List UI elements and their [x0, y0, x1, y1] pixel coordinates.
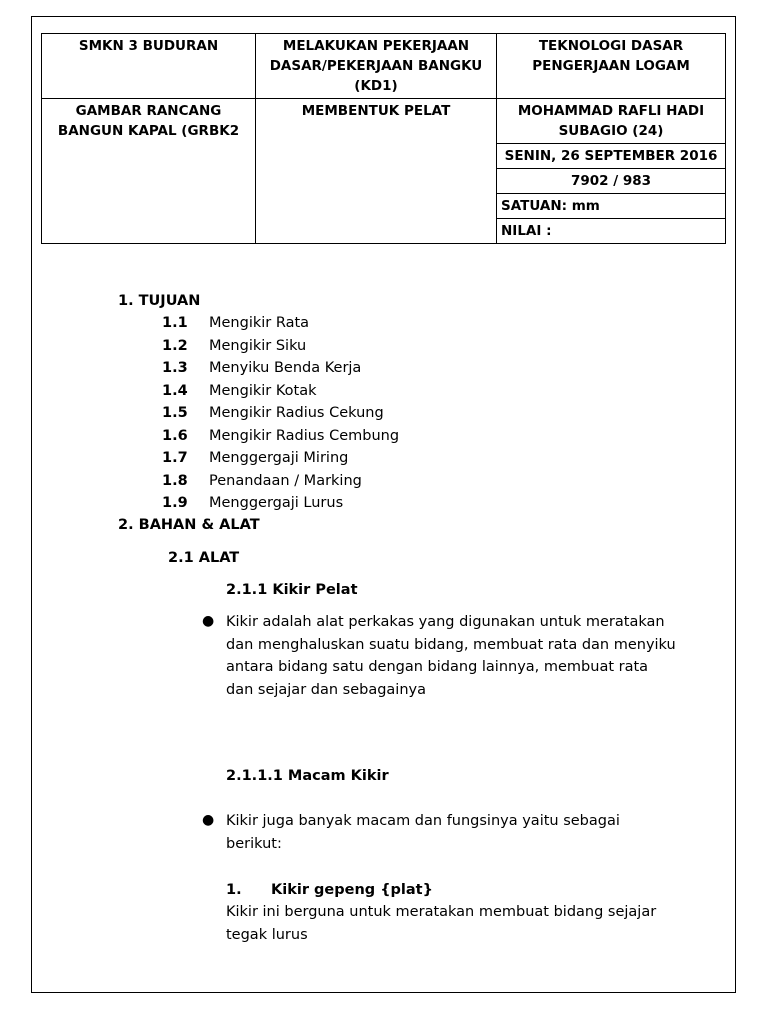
- subject-cell: TEKNOLOGI DASAR PENGERJAAN LOGAM: [497, 34, 726, 99]
- tujuan-item: [162, 312, 309, 335]
- tujuan-item-text: Penandaan / Marking: [209, 472, 362, 489]
- date-cell: SENIN, 26 SEPTEMBER 2016: [497, 144, 726, 169]
- tujuan-item: [162, 357, 361, 380]
- score-cell: NILAI :: [497, 219, 726, 244]
- tujuan-item: [162, 447, 348, 470]
- school-cell: SMKN 3 BUDURAN: [42, 34, 256, 99]
- student-cell: MOHAMMAD RAFLI HADI SUBAGIO (24): [497, 99, 726, 144]
- activity-cell: MELAKUKAN PEKERJAAN DASAR/PEKERJAAN BANGKU (KD1): [256, 34, 497, 99]
- tujuan-item-number: 1.6: [162, 427, 188, 444]
- kikir-gepeng-number: 1.: [226, 882, 242, 898]
- tujuan-item: [162, 492, 343, 515]
- kikir-pelat-heading: 2.1.1 Kikir Pelat: [226, 582, 358, 598]
- tujuan-item: [162, 425, 399, 448]
- topic-cell: MEMBENTUK PELAT: [256, 99, 497, 244]
- header-table: [41, 33, 726, 244]
- tujuan-item-number: 1.8: [162, 472, 188, 489]
- header-row-2: [42, 99, 726, 144]
- kikir-definition: Kikir adalah alat perkakas yang digunakan untuk meratakan dan menghaluskan suatu bidang, membuat rata dan menyiku antara bidang satu dengan bidang lainnya, membuat rata dan sejajar dan sebagainya: [226, 614, 676, 698]
- number-cell: 7902 / 983: [497, 169, 726, 194]
- tujuan-item-text: Menggergaji Miring: [209, 450, 349, 466]
- kikir-gepeng-desc: Kikir ini berguna untuk meratakan membuat bidang sejajar tegak lurus: [226, 904, 657, 943]
- kikir-gepeng-title: Kikir gepeng {plat}: [271, 882, 433, 898]
- tujuan-item-number: 1.9: [162, 495, 188, 511]
- unit-cell: SATUAN: mm: [497, 194, 726, 219]
- tujuan-item-text: Menyiku Benda Kerja: [209, 360, 362, 376]
- tujuan-item-number: 1.1: [162, 315, 188, 331]
- header-row-1: [42, 34, 726, 99]
- tujuan-item-number: 1.4: [162, 382, 188, 399]
- program-cell: GAMBAR RANCANG BANGUN KAPAL (GRBK2: [42, 99, 256, 244]
- tujuan-item-text: Mengikir Kotak: [209, 382, 317, 399]
- bullet-icon: ●: [202, 613, 215, 629]
- section2-heading: 2. BAHAN & ALAT: [118, 517, 260, 533]
- macam-kikir-heading: 2.1.1.1 Macam Kikir: [226, 768, 389, 784]
- tujuan-item-number: 1.3: [162, 360, 188, 376]
- bullet-icon: ●: [202, 812, 215, 828]
- tujuan-item-text: Mengikir Siku: [209, 337, 307, 354]
- tujuan-item-number: 1.5: [162, 405, 188, 421]
- section1-heading: 1. TUJUAN: [118, 293, 201, 309]
- macam-kikir-intro: Kikir juga banyak macam dan fungsinya yaitu sebagai berikut:: [226, 813, 620, 852]
- tujuan-item-text: Mengikir Radius Cekung: [209, 405, 384, 421]
- alat-heading: 2.1 ALAT: [168, 550, 240, 566]
- tujuan-item: [162, 380, 316, 403]
- tujuan-item-number: 1.7: [162, 450, 188, 466]
- tujuan-item: [162, 402, 384, 425]
- tujuan-item-text: Mengikir Rata: [209, 315, 310, 331]
- tujuan-item-number: 1.2: [162, 337, 188, 354]
- tujuan-item: [162, 335, 306, 358]
- tujuan-item-text: Menggergaji Lurus: [209, 495, 344, 511]
- tujuan-item-text: Mengikir Radius Cembung: [209, 427, 400, 444]
- tujuan-item: [162, 470, 362, 493]
